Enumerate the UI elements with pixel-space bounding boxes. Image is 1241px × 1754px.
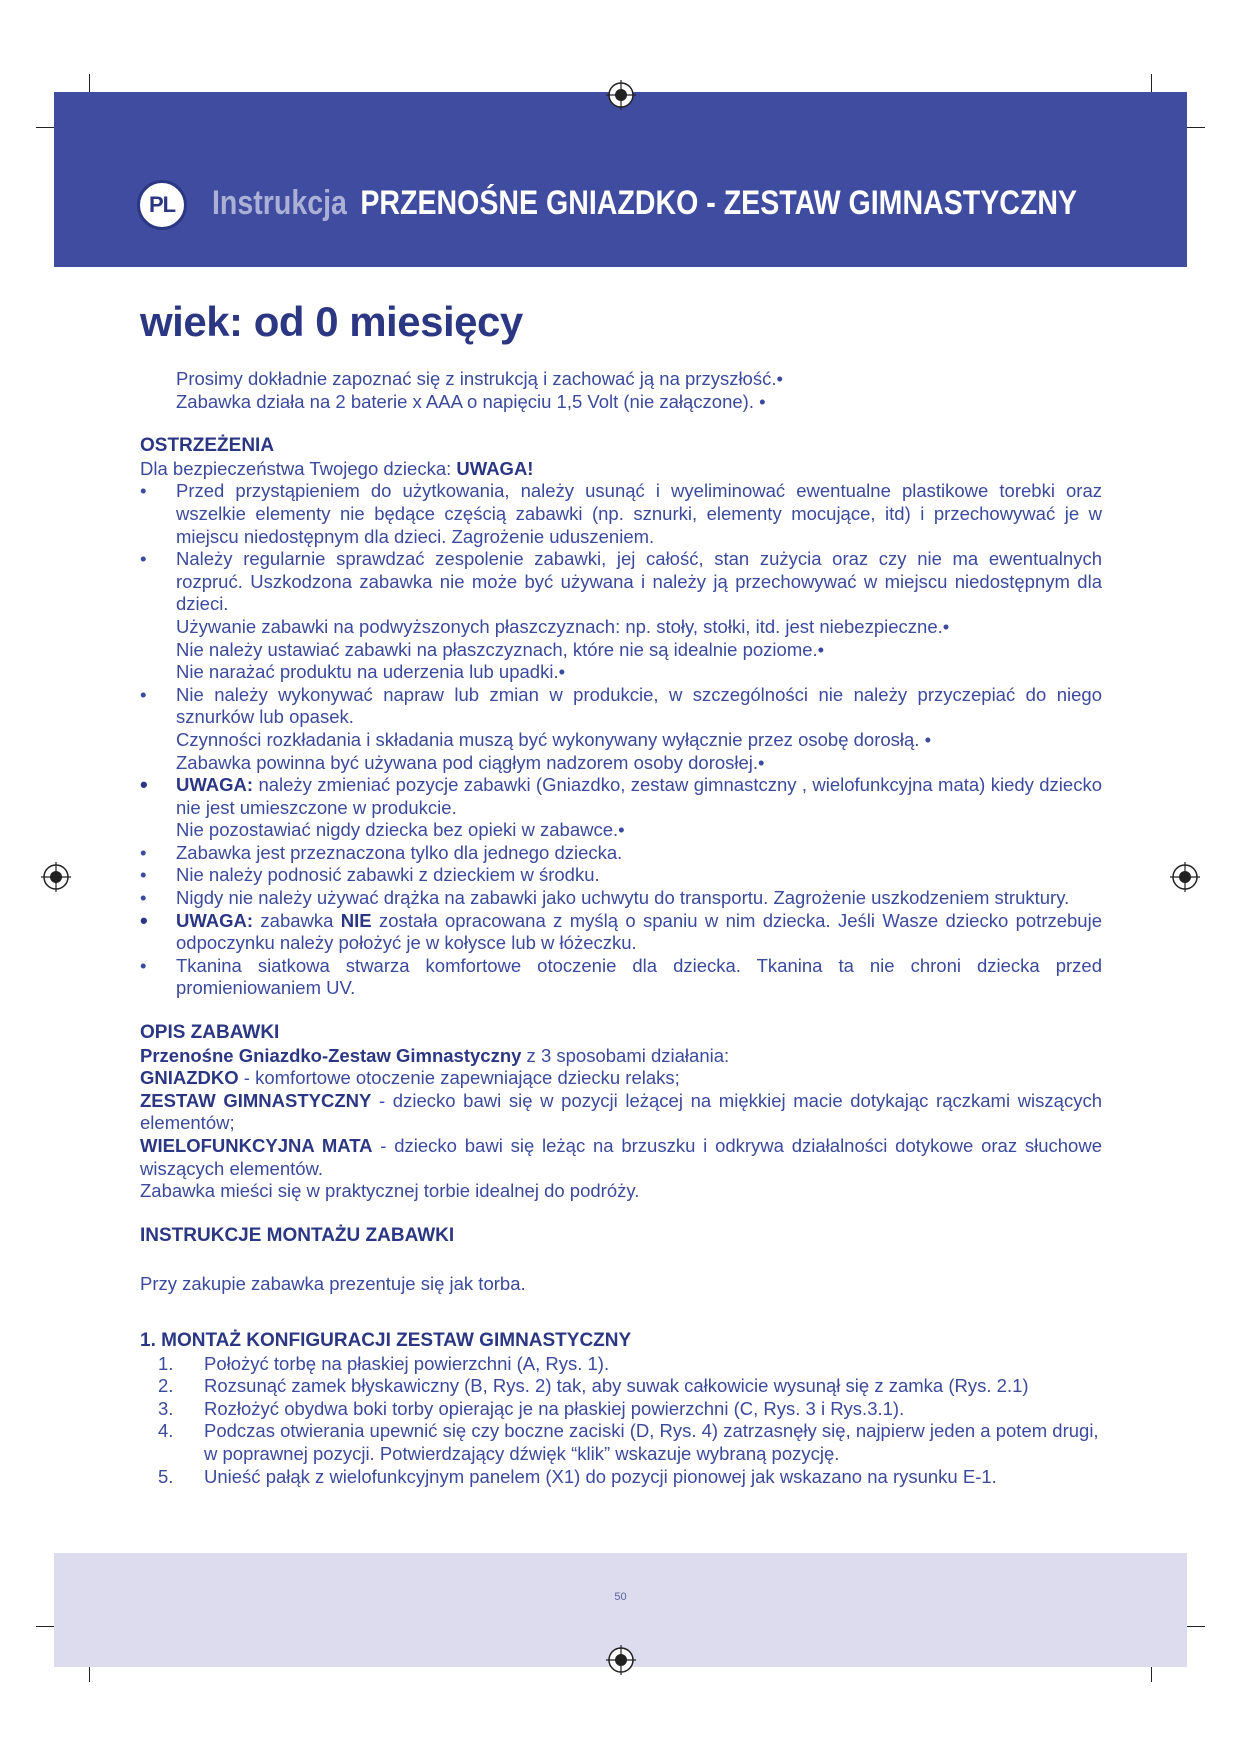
language-badge: PL — [137, 180, 187, 230]
list-item-text: Zabawka powinna być używana pod ciągłym nadzorem osoby dorosłej.• — [176, 751, 765, 773]
mode-text: - dziecko bawi się w pozycji leżącej na miękkiej macie dotykając rączkami wiszących elementów; — [140, 1089, 1102, 1134]
step-number: 4. — [158, 1420, 174, 1442]
list-item-bold: NIE — [340, 909, 372, 931]
mode-item — [140, 1135, 1102, 1180]
warnings-lead-bold: UWAGA! — [456, 457, 534, 479]
list-item — [140, 955, 1102, 1000]
step-item — [140, 1375, 1102, 1398]
description-lead-bold: Przenośne Gniazdko-Zestaw Gimnastyczny — [140, 1044, 522, 1066]
list-item — [140, 684, 1102, 774]
assembly-heading: INSTRUKCJE MONTAŻU ZABAWKI — [140, 1224, 455, 1246]
step-item — [140, 1466, 1102, 1489]
list-item — [140, 887, 1102, 910]
step-item — [140, 1398, 1102, 1421]
list-item-text: Nie należy ustawiać zabawki na płaszczyznach, które nie są idealnie poziome.• — [176, 638, 825, 660]
intro — [176, 368, 1102, 413]
list-item-text: została opracowana z myślą o spaniu w nim dziecka. Jeśli Wasze dziecko potrzebuje odpoczynku należy położyć je w kołysce lub w łóżeczku. — [176, 909, 1102, 954]
list-item-text: Nie należy wykonywać napraw lub zmian w produkcie, w szczególności nie należy przyczepiać do niego sznurków lub opasek. — [176, 683, 1102, 728]
step-text: Położyć torbę na płaskiej powierzchni (A, Rys. 1). — [204, 1352, 610, 1374]
mode-text: - dziecko bawi się leżąc na brzuszku i odkrywa działalności dotykowe oraz słuchowe wiszących elementów. — [140, 1135, 1102, 1179]
mode-name: GNIAZDKO — [140, 1067, 239, 1089]
description-body — [140, 1045, 1102, 1203]
registration-mark-icon — [40, 861, 72, 893]
warnings-heading: OSTRZEŻENIA — [140, 435, 275, 457]
step-text: Podczas otwierania upewnić się czy boczne zaciski (D, Rys. 4) zatrzasnęły się, najpierw jeden a potem drugi, w poprawnej pozycji. Potwierdzający dźwięk “klik” wskazuje wybraną pozycję. — [204, 1420, 1099, 1464]
intro-line: Prosimy dokładnie zapoznać się z instrukcją i zachować ją na przyszłość.• — [176, 368, 783, 389]
description-closing: Zabawka mieści się w praktycznej torbie idealnej do podróży. — [140, 1180, 640, 1202]
warnings-lead — [140, 458, 1102, 481]
list-item — [140, 864, 1102, 887]
list-item — [140, 842, 1102, 865]
list-item — [140, 548, 1102, 684]
config-heading: 1. MONTAŻ KONFIGURACJI ZESTAW GIMNASTYCZNY — [140, 1329, 632, 1351]
description-lead-text: z 3 sposobami działania: — [521, 1044, 730, 1066]
description-lead — [140, 1045, 1102, 1068]
list-item-text: Nie pozostawiać nigdy dziecka bez opieki w zabawce.• — [176, 819, 625, 841]
list-item-text: Tkanina siatkowa stwarza komfortowe otoczenie dla dziecka. Tkanina ta nie chroni dziecka przed promieniowaniem UV. — [176, 954, 1102, 999]
age-title: wiek: od 0 miesięcy — [140, 298, 523, 345]
list-item-bold: UWAGA: — [176, 774, 254, 796]
registration-mark-icon — [605, 1644, 637, 1676]
config-steps — [140, 1353, 1102, 1489]
intro-line: Zabawka działa na 2 baterie x AAA o napięciu 1,5 Volt (nie załączone). • — [176, 390, 766, 412]
list-item — [140, 480, 1102, 548]
step-item — [140, 1353, 1102, 1376]
list-item-text: zabawka — [253, 909, 341, 931]
list-item-text: Czynności rozkładania i składania muszą być wykonywany wyłącznie przez osobę dorosłą. • — [176, 728, 932, 750]
header-title — [212, 184, 1077, 223]
step-number: 1. — [158, 1352, 174, 1374]
content — [140, 368, 1102, 1488]
registration-mark-icon — [1169, 861, 1201, 893]
mode-name: WIELOFUNKCYJNA MATA — [140, 1135, 373, 1156]
header-band — [54, 92, 1187, 267]
page-number: 50 — [614, 1591, 627, 1603]
list-item-text: Używanie zabawki na podwyższonych płaszczyznach: np. stoły, stołki, itd. jest niebezpieczne.• — [176, 615, 950, 637]
mode-item — [140, 1067, 1102, 1090]
mode-name: ZESTAW GIMNASTYCZNY — [140, 1089, 372, 1111]
step-item — [140, 1420, 1102, 1465]
step-number: 5. — [158, 1465, 174, 1487]
step-text: Rozsunąć zamek błyskawiczny (B, Rys. 2) tak, aby suwak całkowicie wysunął się z zamka (Rys. 2.1) — [204, 1375, 1029, 1397]
list-item-text: należy zmieniać pozycje zabawki (Gniazdko, zestaw gimnastczny , wielofunkcyjna mata) kiedy dziecko nie jest umieszczone w produkcie. — [176, 774, 1102, 818]
registration-mark-icon — [605, 79, 637, 111]
step-text: Unieść pałąk z wielofunkcyjnym panelem (X1) do pozycji pionowej jak wskazano na rysunku E-1. — [204, 1465, 997, 1487]
step-text: Rozłożyć obydwa boki torby opierając je na płaskiej powierzchni (C, Rys. 3 i Rys.3.1). — [204, 1397, 905, 1419]
list-item-text: Należy regularnie sprawdzać zespolenie zabawki, jej całość, stan zużycia oraz czy nie ma ewentualnych rozpruć. Uszkodzona zabawka nie może być używana i należy ją przechowywać w miejscu niedostępnym dla dzieci. — [176, 548, 1102, 615]
step-number: 3. — [158, 1397, 174, 1419]
mode-text: - komfortowe otoczenie zapewniające dziecku relaks; — [238, 1067, 680, 1089]
list-item-text: Zabawka jest przeznaczona tylko dla jednego dziecka. — [176, 841, 623, 863]
list-item-text: Nigdy nie należy używać drążka na zabawki jako uchwytu do transportu. Zagrożenie uszkodzeniem struktury. — [176, 887, 1070, 909]
header-title-light: Instrukcja — [212, 184, 347, 222]
warnings-list — [140, 480, 1102, 1000]
description-heading: OPIS ZABAWKI — [140, 1022, 280, 1044]
header-title-strong: PRZENOŚNE GNIAZDKO - ZESTAW GIMNASTYCZNY — [360, 184, 1078, 222]
list-item — [140, 774, 1102, 842]
assembly-text: Przy zakupie zabawka prezentuje się jak torba. — [140, 1273, 526, 1295]
mode-item — [140, 1090, 1102, 1135]
list-item-text: Przed przystąpieniem do użytkowania, należy usunąć i wyeliminować ewentualne plastikowe torebki oraz wszelkie elementy nie będące częścią zabawki (np. sznurki, elementy mocujące, itd) i przechowywać je w miejscu niedostępnym dla dzieci. Zagrożenie uduszeniem. — [176, 480, 1102, 547]
step-number: 2. — [158, 1375, 174, 1397]
list-item-bold: UWAGA: — [176, 909, 254, 931]
list-item-text: Nie narażać produktu na uderzenia lub upadki.• — [176, 661, 566, 683]
list-item-text: Nie należy podnosić zabawki z dzieckiem w środku. — [176, 864, 600, 886]
list-item — [140, 910, 1102, 955]
warnings-lead-text: Dla bezpieczeństwa Twojego dziecka: — [140, 457, 457, 479]
